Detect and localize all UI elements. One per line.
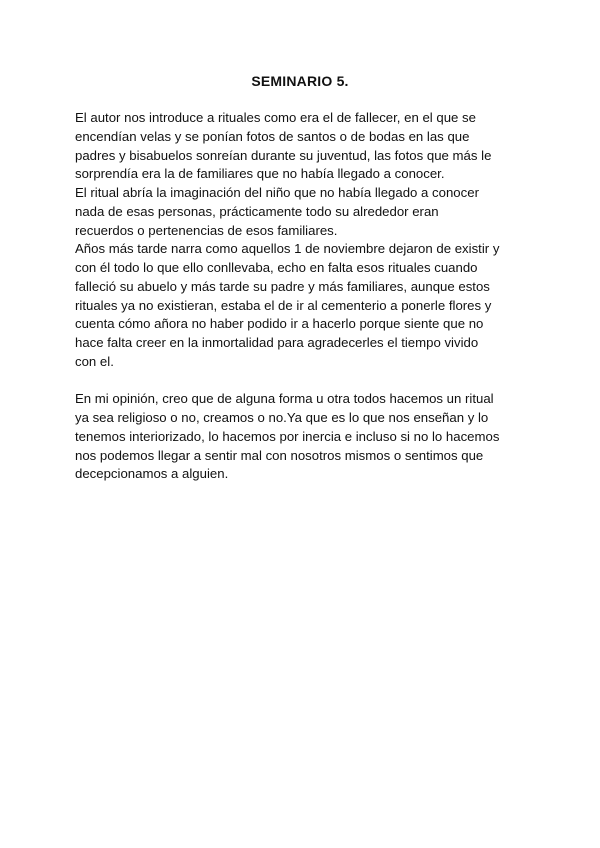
text-line: hace falta creer en la inmortalidad para agradecerles el tiempo vivido	[75, 335, 479, 350]
text-line: sorprendía era la de familiares que no había llegado a conocer.	[75, 166, 445, 182]
paragraph-2	[75, 184, 535, 240]
document-title: SEMINARIO 5.	[251, 73, 349, 89]
text-line: ya sea religioso o no, creamos o no.Ya que es lo que nos enseñan y lo	[75, 410, 489, 425]
text-line: nos podemos llegar a sentir mal con nosotros mismos o sentimos que	[75, 447, 484, 463]
text-line: padres y bisabuelos sonreían durante su juventud, las fotos que más le	[75, 147, 492, 163]
text-line: falleció su abuelo y más tarde su padre y más familiares, aunque estos	[75, 278, 490, 294]
paragraph-1	[75, 109, 535, 184]
text-line: cuenta cómo añora no haber podido ir a hacerlo porque siente que no	[75, 316, 484, 332]
text-line: decepcionamos a alguien.	[75, 466, 229, 482]
document-body	[75, 109, 535, 484]
text-line: nada de esas personas, prácticamente todo su alrededor eran	[75, 203, 439, 219]
text-line: Años más tarde narra como aquellos 1 de noviembre dejaron de existir y	[75, 241, 500, 257]
text-line: El autor nos introduce a rituales como era el de fallecer, en el que se	[75, 110, 476, 125]
text-line: encendían velas y se ponían fotos de santos o de bodas en las que	[75, 128, 470, 144]
paragraph-spacer	[75, 372, 535, 391]
text-line: En mi opinión, creo que de alguna forma u otra todos hacemos un ritual	[75, 391, 494, 407]
text-line: El ritual abría la imaginación del niño que no había llegado a conocer	[75, 185, 479, 200]
text-line: tenemos interiorizado, lo hacemos por inercia e incluso si no lo hacemos	[75, 428, 500, 444]
text-line: recuerdos o pertenencias de esos familiares.	[75, 222, 338, 238]
text-line: con el.	[75, 353, 114, 369]
paragraph-3	[75, 240, 535, 371]
text-line: con él todo lo que ello conllevaba, echo en falta esos rituales cuando	[75, 260, 478, 275]
paragraph-4	[75, 390, 535, 484]
text-line: rituales ya no existieran, estaba el de ir al cementerio a ponerle flores y	[75, 297, 492, 313]
